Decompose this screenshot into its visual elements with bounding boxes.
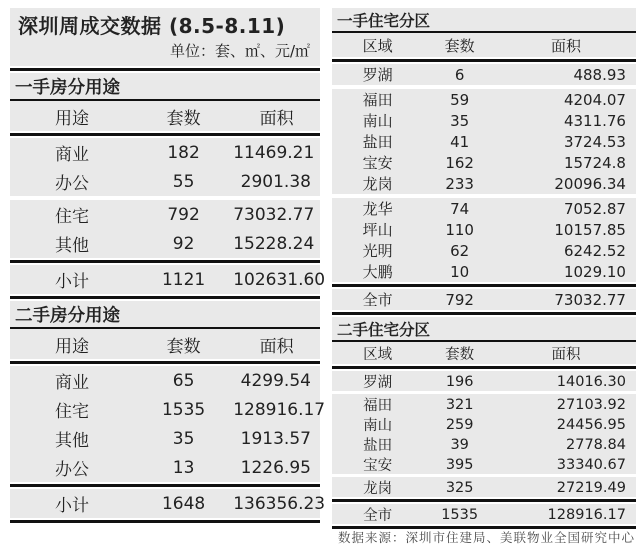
table-row <box>332 434 636 454</box>
cell-units: 792 <box>445 290 474 309</box>
header-units: 套数 <box>445 346 475 363</box>
table-row <box>332 371 636 391</box>
cell-area: 10157.85 <box>554 220 626 239</box>
cell-district: 盐田 <box>363 438 393 454</box>
table-header-row <box>10 101 320 131</box>
cell-units: 395 <box>445 456 474 473</box>
table-row <box>332 477 636 497</box>
divider-thick <box>332 284 636 287</box>
cell-units: 1535 <box>441 506 479 523</box>
table-row <box>332 454 636 474</box>
header-district: 区域 <box>363 346 393 363</box>
cell-units: 41 <box>450 132 470 151</box>
cell-units: 196 <box>445 373 474 390</box>
cell-units: 6 <box>454 65 465 84</box>
divider-thick <box>10 296 320 299</box>
cell-area: 1029.10 <box>563 262 626 281</box>
cell-units: 92 <box>172 233 195 254</box>
header-units: 套数 <box>166 108 201 129</box>
cell-units: 62 <box>450 241 470 260</box>
cell-use: 其他 <box>55 431 89 451</box>
divider-thick <box>10 68 320 71</box>
cell-area: 4311.76 <box>563 111 626 130</box>
table-row <box>332 394 636 414</box>
cell-area: 2901.38 <box>240 171 311 192</box>
table-header-row <box>332 33 636 57</box>
cell-area: 102631.60 <box>233 269 326 290</box>
header-units: 套数 <box>166 336 201 357</box>
header-units: 套数 <box>444 36 475 55</box>
cell-district: 福田 <box>363 398 393 414</box>
cell-district: 盐田 <box>362 133 393 151</box>
cell-area: 20096.34 <box>554 174 626 193</box>
table-total-row <box>332 289 636 310</box>
cell-units: 321 <box>445 396 474 413</box>
cell-units: 10 <box>450 262 470 281</box>
right-panel <box>332 8 636 531</box>
cell-use: 商业 <box>55 373 89 393</box>
section-title-first-hand-by-use: 一手房分用途 <box>10 73 320 101</box>
table-row <box>10 200 320 229</box>
cell-units: 259 <box>445 416 474 433</box>
table-row <box>332 219 636 240</box>
cell-district: 全市 <box>363 508 393 524</box>
cell-use: 住宅 <box>55 402 89 422</box>
cell-area: 73032.77 <box>554 290 626 309</box>
cell-units: 35 <box>450 111 470 130</box>
section-title-second-hand-by-district: 二手住宅分区 <box>332 317 636 342</box>
cell-units: 1121 <box>161 269 206 290</box>
header-area: 面积 <box>551 346 581 363</box>
cell-units: 110 <box>445 220 474 239</box>
table-row <box>332 261 636 282</box>
cell-area: 15724.8 <box>563 153 626 172</box>
cell-district: 罗湖 <box>362 66 393 84</box>
cell-use: 商业 <box>55 145 89 165</box>
cell-units: 1535 <box>161 399 206 420</box>
cell-district: 南山 <box>363 418 393 434</box>
table-row <box>332 240 636 261</box>
page-title: 深圳周成交数据 (8.5-8.11) <box>18 14 286 38</box>
cell-units: 1648 <box>161 493 206 514</box>
cell-district: 罗湖 <box>363 375 393 391</box>
title-block <box>10 8 320 66</box>
cell-units: 325 <box>445 479 474 496</box>
cell-area: 2778.84 <box>566 436 626 453</box>
divider-thick <box>332 59 636 62</box>
cell-use: 小计 <box>55 272 89 292</box>
cell-use: 其他 <box>55 236 89 256</box>
cell-area: 3724.53 <box>563 132 626 151</box>
cell-district: 宝安 <box>363 458 393 474</box>
cell-district: 大鹏 <box>362 263 393 281</box>
divider-thick <box>332 499 636 502</box>
divider-thick <box>10 520 320 523</box>
cell-area: 1226.95 <box>240 457 311 478</box>
table-total-row <box>332 504 636 524</box>
table-row <box>332 152 636 173</box>
table-total-row <box>10 489 326 518</box>
table-row <box>10 453 320 482</box>
table-row <box>332 110 636 131</box>
cell-area: 27103.92 <box>556 396 626 413</box>
cell-units: 59 <box>450 90 470 109</box>
cell-units: 792 <box>167 204 200 225</box>
cell-use: 住宅 <box>55 207 89 227</box>
cell-district: 龙华 <box>362 200 393 218</box>
divider-thick <box>332 366 636 369</box>
table-header-row <box>10 329 320 359</box>
cell-units: 55 <box>172 171 195 192</box>
cell-units: 65 <box>172 370 195 391</box>
table-row <box>332 198 636 219</box>
table-row <box>332 414 636 434</box>
cell-use: 办公 <box>55 174 89 194</box>
cell-area: 4299.54 <box>240 370 311 391</box>
table-row <box>10 167 320 196</box>
cell-units: 39 <box>450 436 469 453</box>
header-use: 用途 <box>55 336 89 357</box>
cell-units: 35 <box>172 428 195 449</box>
table-row <box>10 424 320 453</box>
left-panel <box>10 8 326 525</box>
header-area: 面积 <box>259 108 294 129</box>
cell-district: 龙岗 <box>362 175 393 193</box>
cell-area: 7052.87 <box>563 199 626 218</box>
cell-area: 11469.21 <box>233 142 315 163</box>
cell-area: 136356.23 <box>233 493 326 514</box>
table-row <box>332 131 636 152</box>
divider-thick <box>10 361 320 364</box>
section-title-first-hand-by-district: 一手住宅分区 <box>332 8 636 33</box>
table-row <box>332 89 636 110</box>
cell-district: 龙岗 <box>363 481 393 497</box>
unit-label: 单位：套、㎡、元/㎡ <box>169 42 310 60</box>
cell-district: 全市 <box>362 291 393 309</box>
table-row <box>10 366 320 395</box>
cell-area: 27219.49 <box>556 479 626 496</box>
table-row <box>332 64 636 85</box>
cell-area: 14016.30 <box>556 373 626 390</box>
divider-thick <box>10 133 320 136</box>
table-header-row <box>332 342 636 364</box>
cell-area: 488.93 <box>573 65 626 84</box>
cell-area: 73032.77 <box>233 204 315 225</box>
cell-district: 南山 <box>362 112 393 130</box>
table-total-row <box>10 265 326 294</box>
header-area: 面积 <box>551 36 582 55</box>
cell-district: 坪山 <box>362 221 393 239</box>
section-title-second-hand-by-use: 二手房分用途 <box>10 301 320 329</box>
cell-units: 182 <box>167 142 200 163</box>
cell-use: 办公 <box>55 460 89 480</box>
cell-units: 233 <box>445 174 474 193</box>
cell-area: 128916.17 <box>547 506 626 523</box>
cell-area: 1913.57 <box>240 428 311 449</box>
table-row <box>332 173 636 194</box>
cell-area: 128916.17 <box>233 399 326 420</box>
cell-area: 4204.07 <box>563 90 626 109</box>
cell-units: 13 <box>172 457 195 478</box>
table-row <box>10 395 326 424</box>
divider-thick <box>332 312 636 315</box>
cell-district: 宝安 <box>362 154 393 172</box>
cell-units: 74 <box>450 199 470 218</box>
divider-thick <box>10 260 320 263</box>
header-area: 面积 <box>259 336 294 357</box>
cell-use: 小计 <box>55 496 89 516</box>
table-row <box>10 138 320 167</box>
header-use: 用途 <box>55 108 89 129</box>
cell-district: 福田 <box>362 91 393 109</box>
cell-area: 6242.52 <box>563 241 626 260</box>
cell-area: 15228.24 <box>233 233 315 254</box>
cell-area: 33340.67 <box>556 456 626 473</box>
cell-area: 24456.95 <box>556 416 626 433</box>
cell-district: 光明 <box>362 242 393 260</box>
divider-thick <box>10 484 320 487</box>
header-district: 区域 <box>362 36 393 55</box>
table-row <box>10 229 320 258</box>
cell-units: 162 <box>445 153 474 172</box>
data-source-note: 数据来源：深圳市住建局、美联物业全国研究中心 <box>337 530 635 545</box>
